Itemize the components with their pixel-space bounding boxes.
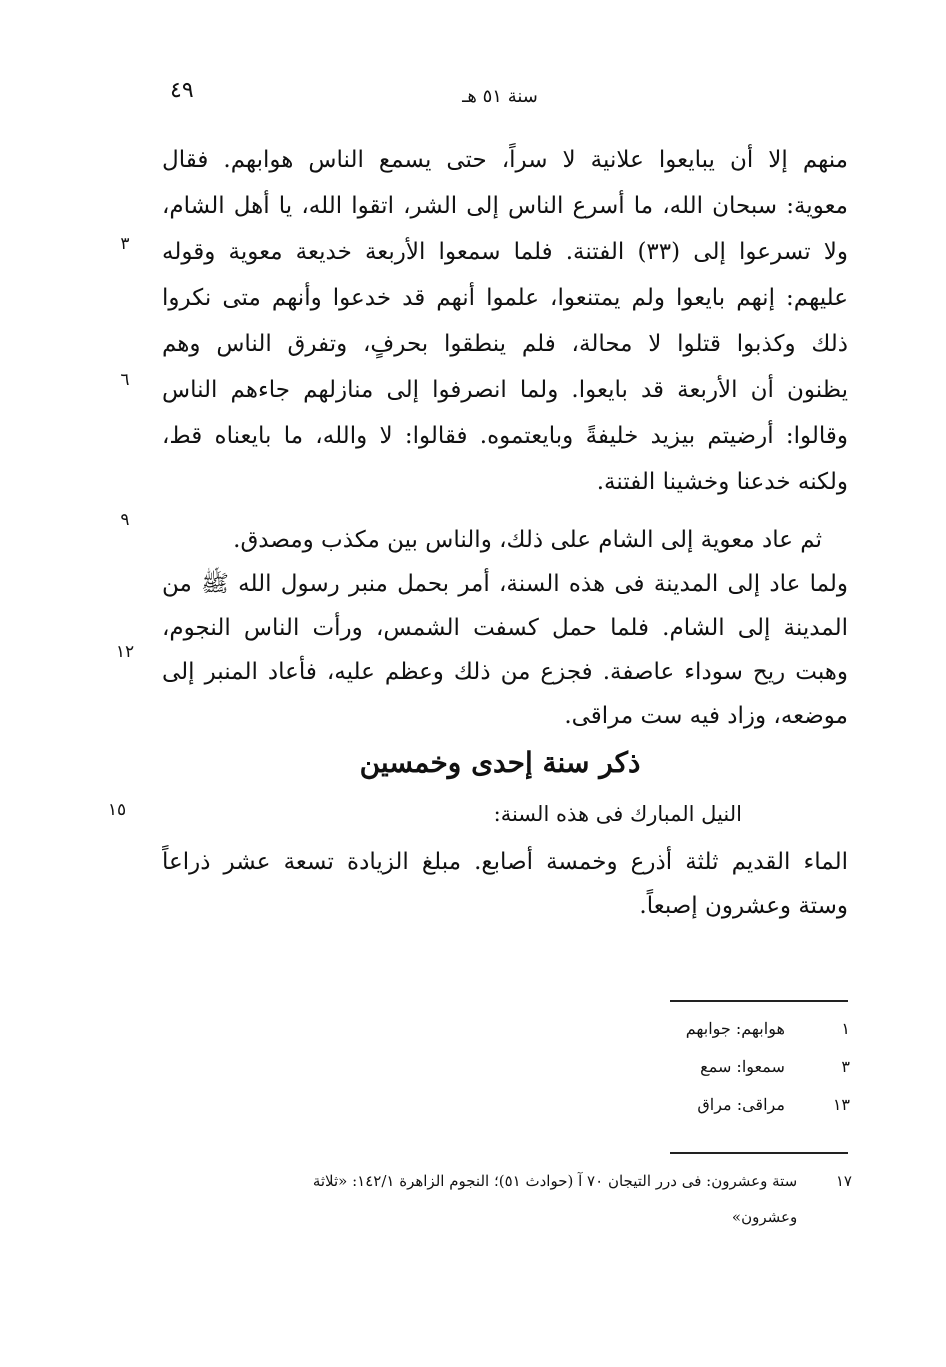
note-text: مراقى: مراق xyxy=(697,1095,785,1114)
text-line: وهبت ريح سوداء عاصفة. فجزع من ذلك وعظم عليه، فأعاد المنبر إلى xyxy=(162,659,848,685)
source-note-continuation-row xyxy=(162,1202,852,1232)
margin-line-number: ١٢ xyxy=(115,642,135,662)
source-note xyxy=(162,1166,852,1196)
text-line: وقالوا: أرضيتم بيزيد خليفةً وبايعتموه. فقالوا: لا والله، ما بايعناه قط، xyxy=(162,423,848,449)
running-head: سنة ٥١ هـ xyxy=(462,86,538,107)
note-line-number: ١٣ xyxy=(832,1095,850,1114)
text-line: منهم إلا أن يبايعوا علانية لا سراً، حتى يسمع الناس هوابهم. فقال xyxy=(162,147,848,173)
source-note-text: ستة وعشرون: فى درر التيجان ٧٠ آ (حوادث ٥١)؛ النجوم الزاهرة ١٤٢/١: «ثلاثة xyxy=(312,1172,798,1190)
text-line: الماء القديم ثلثة أذرع وخمسة أصابع. مبلغ الزيادة تسعة عشر ذراعاً xyxy=(162,849,848,875)
text-line: ولا تسرعوا إلى (٣٣) الفتنة. فلما سمعوا الأربعة خديعة معوية وقوله xyxy=(162,239,848,265)
page-number: ٤٩ xyxy=(170,78,194,103)
source-note-line-number: ١٧ xyxy=(835,1172,852,1190)
text-line: المدينة إلى الشام. فلما حمل كسفت الشمس، ورأت الناس النجوم، xyxy=(162,615,848,641)
text-line: يظنون أن الأربعة قد بايعوا. ولما انصرفوا إلى منازلهم جاءهم الناس xyxy=(162,377,848,403)
text-line: ثم عاد معوية إلى الشام على ذلك، والناس بين مكذب ومصدق. xyxy=(233,527,822,553)
margin-line-number: ٦ xyxy=(120,370,130,390)
margin-line-number: ١٥ xyxy=(107,800,127,820)
text-line: موضعه، وزاد فيه ست مراقى. xyxy=(564,703,848,729)
apparatus-note xyxy=(470,1052,850,1082)
text-line: ولما عاد إلى المدينة فى هذه السنة، أمر بحمل منبر رسول الله ﷺ من xyxy=(162,571,848,597)
apparatus-separator xyxy=(670,1000,848,1002)
text-line: وستة وعشرون إصبعاً. xyxy=(639,893,848,919)
text-line: معوية: سبحان الله، ما أسرع الناس إلى الشر، اتقوا الله، يا أهل الشام، xyxy=(162,193,848,219)
source-note-continuation: وعشرون» xyxy=(731,1208,798,1226)
subheading: النيل المبارك فى هذه السنة: xyxy=(493,802,742,826)
text-line: عليهم: إنهم بايعوا ولم يمتنعوا، علموا أنهم قد خدعوا وأنهم متى نكروا xyxy=(162,285,848,311)
margin-line-number: ٣ xyxy=(120,234,130,254)
note-text: هوابهم: جوابهم xyxy=(685,1019,785,1038)
note-line-number: ٣ xyxy=(841,1057,850,1076)
note-text: سمعوا: سمع xyxy=(700,1057,785,1076)
section-heading: ذكر سنة إحدى وخمسين xyxy=(359,746,641,779)
apparatus-note xyxy=(470,1090,850,1120)
margin-line-number: ٩ xyxy=(120,510,130,530)
note-line-number: ١ xyxy=(841,1019,850,1038)
text-line: ذلك وكذبوا قتلوا لا محالة، فلم ينطقوا بحرفٍ، وتفرق الناس وهم xyxy=(162,331,848,357)
apparatus-note xyxy=(470,1014,850,1044)
source-notes-separator xyxy=(670,1152,848,1154)
text-line: ولكنه خدعنا وخشينا الفتنة. xyxy=(596,469,848,495)
